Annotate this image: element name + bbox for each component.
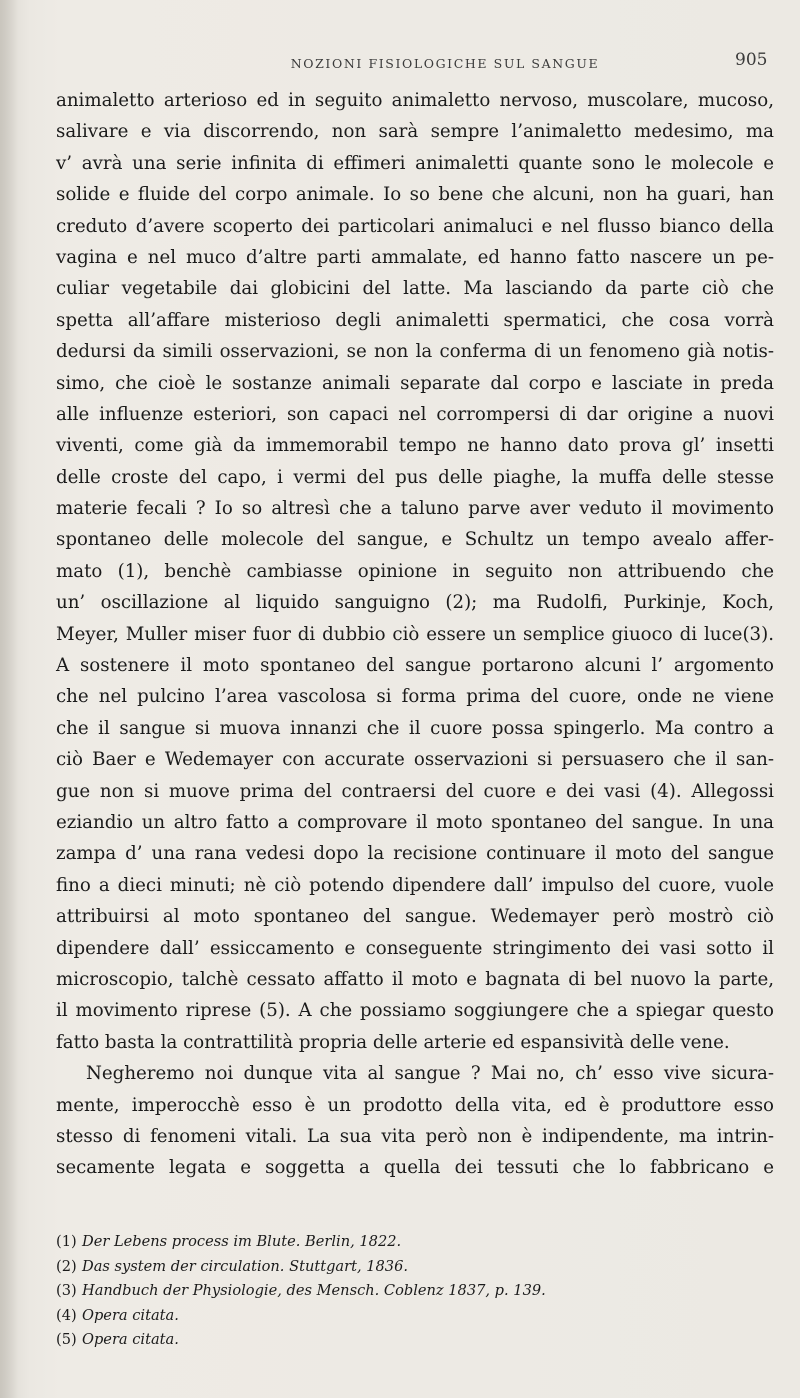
text-line: secamente legata e soggetta a quella dei tessuti che lo fabbricano e: [56, 1157, 774, 1179]
footnote-citation: Der Lebens process im Blute. Berlin, 1822.: [82, 1233, 402, 1250]
text-line: Meyer, Muller miser fuor di dubbio ciò essere un semplice giuoco di luce(3).: [56, 623, 774, 645]
footnotes: [56, 1230, 756, 1353]
footnote-number: (1): [56, 1233, 77, 1250]
text-line: creduto d’avere scoperto dei particolari animaluci e nel flusso bianco della: [56, 215, 774, 237]
text-line: un’ oscillazione al liquido sanguigno (2); ma Rudolfi, Purkinje, Koch,: [56, 592, 774, 614]
footnote: [56, 1255, 756, 1280]
footnote: [56, 1230, 756, 1255]
text-line: che nel pulcino l’area vascolosa si forma prima del cuore, onde ne viene: [56, 686, 774, 708]
footnote-citation: Opera citata.: [82, 1306, 179, 1324]
text-line: fatto basta la contrattilità propria delle arterie ed espansività delle vene.: [56, 1031, 730, 1053]
text-line: fino a dieci minuti; nè ciò potendo dipendere dall’ impulso del cuore, vuole: [56, 874, 774, 896]
text-line: spetta all’affare misterioso degli animaletti spermatici, che cosa vorrà: [56, 309, 774, 331]
text-line: solide e fluide del corpo animale. Io so bene che alcuni, non ha guari, han: [56, 184, 774, 206]
binding-shadow: [0, 0, 18, 1398]
text-line: v’ avrà una serie infinita di effimeri animaletti quante sono le molecole e: [56, 152, 774, 174]
footnote-number: (3): [56, 1282, 77, 1299]
text-line: salivare e via discorrendo, non sarà sempre l’animaletto medesimo, ma: [56, 121, 774, 143]
text-line: animaletto arterioso ed in seguito animaletto nervoso, muscolare, mucoso,: [56, 90, 774, 111]
paragraph-start-line: Negheremo noi dunque vita al sangue ? Mai no, ch’ esso vive sicura-: [86, 1063, 774, 1085]
text-line: viventi, come già da immemorabil tempo ne hanno dato prova gl’ insetti: [56, 435, 774, 457]
page-number: 905: [735, 50, 768, 70]
text-line: zampa d’ una rana vedesi dopo la recisione continuare il moto del sangue: [56, 843, 774, 865]
text-line: il movimento riprese (5). A che possiamo soggiungere che a spiegar questo: [56, 1000, 774, 1022]
text-line: mato (1), benchè cambiasse opinione in seguito non attribuendo che: [56, 560, 774, 582]
text-line: dipendere dall’ essiccamento e conseguente stringimento dei vasi sotto il: [56, 937, 774, 959]
text-line: vagina e nel muco d’altre parti ammalate, ed hanno fatto nascere un pe-: [56, 246, 774, 268]
text-line: delle croste del capo, i vermi del pus delle piaghe, la muffa delle stesse: [56, 466, 774, 488]
footnote-citation: Opera citata.: [82, 1331, 179, 1348]
footnote: [56, 1328, 756, 1353]
running-head: NOZIONI FISIOLOGICHE SUL SANGUE: [290, 56, 600, 71]
text-line: eziandio un altro fatto a comprovare il moto spontaneo del sangue. In una: [56, 811, 774, 833]
text-line: ciò Baer e Wedemayer con accurate osservazioni si persuasero che il san-: [56, 749, 774, 771]
footnote-citation: Handbuch der Physiologie, des Mensch. Coblenz 1837, p. 139.: [82, 1282, 546, 1299]
text-line: alle influenze esteriori, son capaci nel corrompersi di dar origine a nuovi: [56, 403, 774, 425]
body-text: [56, 85, 774, 1184]
text-line: mente, imperocchè esso è un prodotto della vita, ed è produttore esso: [56, 1094, 774, 1116]
text-line: attribuirsi al moto spontaneo del sangue. Wedemayer però mostrò ciò: [56, 906, 774, 928]
text-line: che il sangue si muova innanzi che il cuore possa spingerlo. Ma contro a: [56, 717, 774, 739]
text-line: stesso di fenomeni vitali. La sua vita però non è indipendente, ma intrin-: [56, 1125, 774, 1147]
footnote-number: (2): [56, 1257, 77, 1275]
text-line: materie fecali ? Io so altresì che a taluno parve aver veduto il movimento: [56, 498, 774, 520]
text-line: dedursi da simili osservazioni, se non la conferma di un fenomeno già notis-: [56, 341, 774, 363]
footnote-number: (5): [56, 1331, 77, 1348]
footnote: [56, 1304, 756, 1329]
text-line: spontaneo delle molecole del sangue, e Schultz un tempo avealo affer-: [56, 529, 774, 551]
text-line: microscopio, talchè cessato affatto il moto e bagnata di bel nuovo la parte,: [56, 968, 774, 990]
text-line: A sostenere il moto spontaneo del sangue portarono alcuni l’ argomento: [56, 655, 774, 677]
footnote-number: (4): [56, 1306, 77, 1324]
text-line: gue non si muove prima del contraersi del cuore e dei vasi (4). Allegossi: [56, 780, 774, 802]
text-line: simo, che cioè le sostanze animali separate dal corpo e lasciate in preda: [56, 372, 774, 394]
footnote: [56, 1279, 756, 1304]
text-line: culiar vegetabile dai globicini del latte. Ma lasciando da parte ciò che: [56, 278, 774, 300]
footnote-citation: Das system der circulation. Stuttgart, 1836.: [82, 1257, 409, 1275]
